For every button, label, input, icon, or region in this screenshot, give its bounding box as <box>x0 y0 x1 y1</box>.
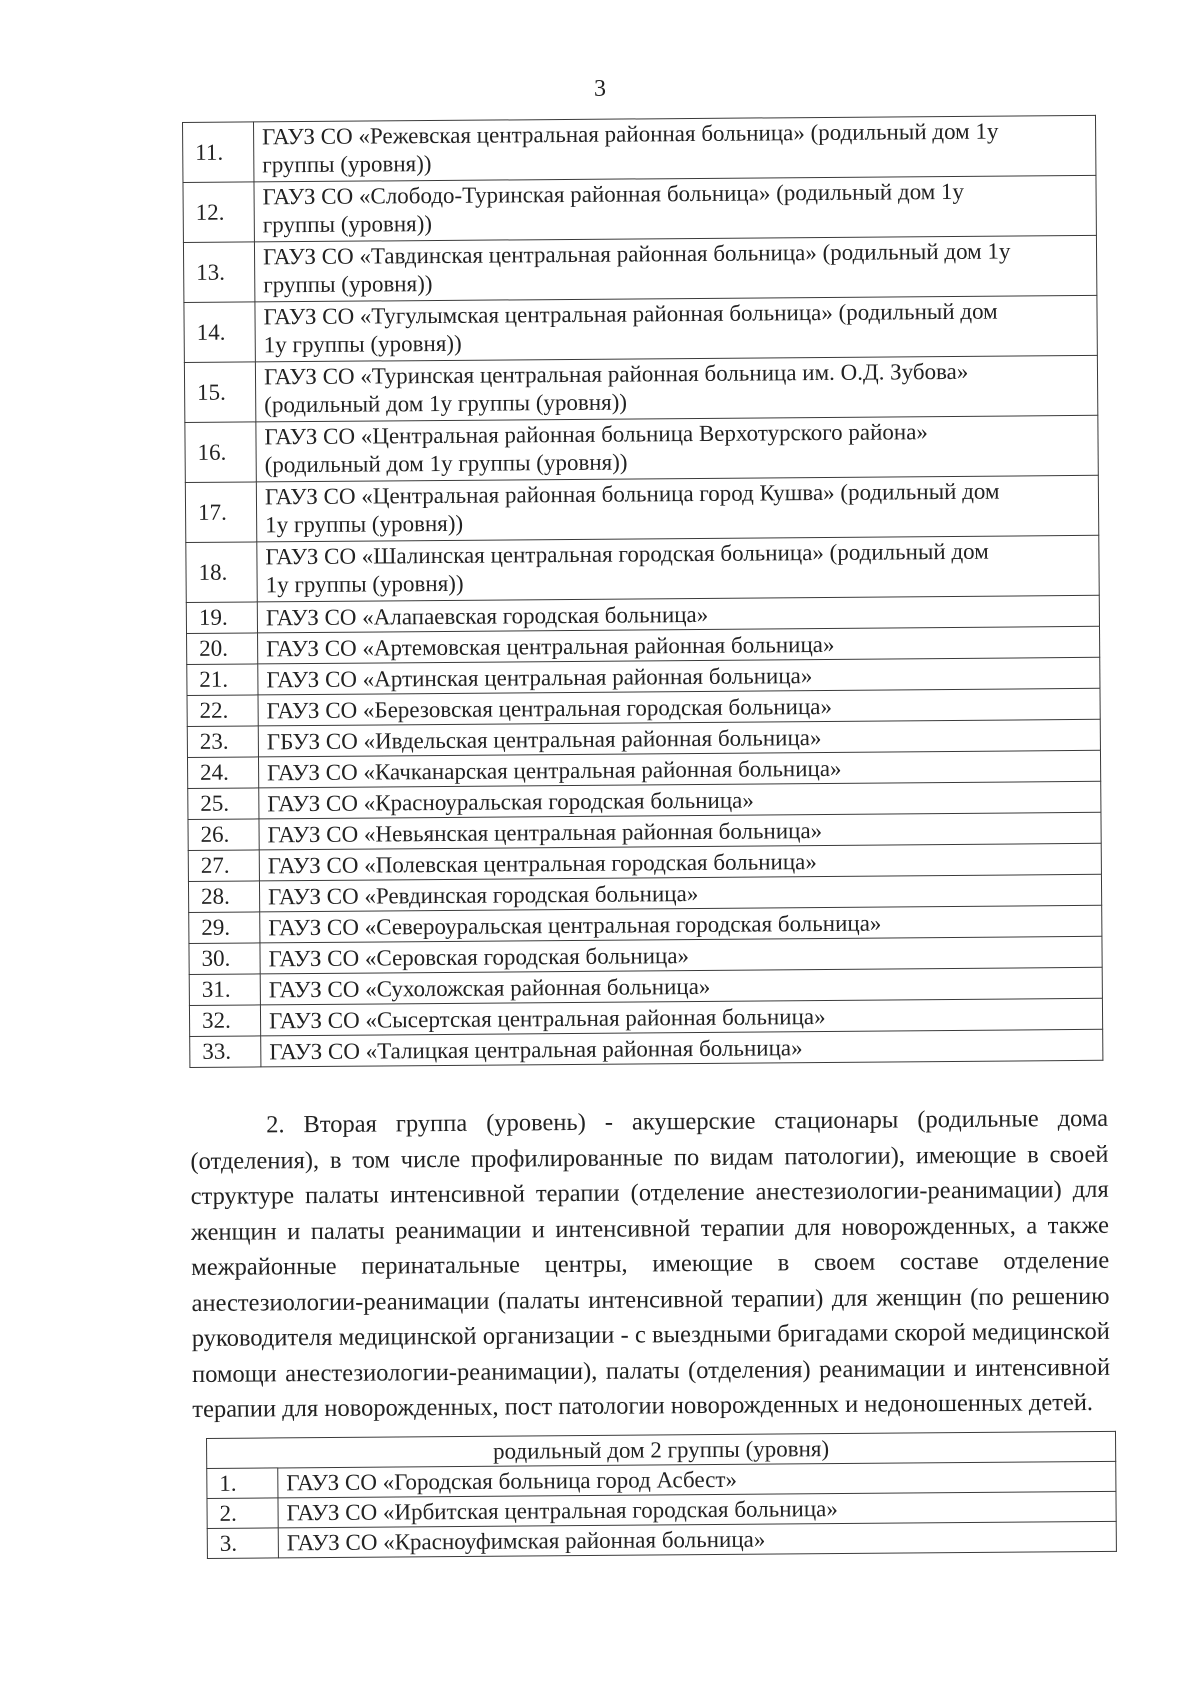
facility-name: ГАУЗ СО «Тугулымская центральная районная больница» (родильный дом 1у группы (уровня)) <box>255 295 1097 362</box>
row-number: 22. <box>187 695 258 727</box>
row-number: 14. <box>184 302 255 363</box>
facility-name: ГАУЗ СО «Североуральская центральная городская больница» <box>260 905 1102 943</box>
facility-name: ГАУЗ СО «Шалинская центральная городская больница» (родильный дом 1у группы (уровня)) <box>257 535 1099 602</box>
row-number: 2. <box>207 1498 278 1529</box>
facility-name: ГАУЗ СО «Красноуфимская районная больница» <box>278 1521 1116 1558</box>
table-row <box>184 295 1097 362</box>
row-number: 29. <box>189 912 260 944</box>
facility-name: ГАУЗ СО «Городская больница город Асбест» <box>278 1461 1116 1498</box>
row-number: 23. <box>187 726 258 758</box>
row-number: 21. <box>187 664 258 696</box>
facility-name: ГАУЗ СО «Режевская центральная районная больница» (родильный дом 1у группы (уровня)) <box>254 115 1096 182</box>
table-row <box>207 1521 1116 1558</box>
facility-name: ГАУЗ СО «Сысертская центральная районная больница» <box>260 998 1102 1036</box>
row-number: 16. <box>185 422 256 483</box>
row-number: 1. <box>207 1468 278 1499</box>
table-row <box>184 355 1097 422</box>
facility-name: ГАУЗ СО «Полевская центральная городская больница» <box>259 843 1101 881</box>
facility-name: ГАУЗ СО «Слободо-Туринская районная больница» (родильный дом 1у группы (уровня)) <box>254 175 1096 242</box>
row-number: 27. <box>188 850 259 882</box>
facility-name: ГАУЗ СО «Ирбитская центральная городская больница» <box>278 1491 1116 1528</box>
second-group-table <box>206 1431 1117 1559</box>
table-row <box>183 235 1096 302</box>
row-number: 12. <box>183 182 254 243</box>
table-row <box>186 535 1099 602</box>
row-number: 26. <box>188 819 259 851</box>
facility-name: ГАУЗ СО «Алапаевская городская больница» <box>257 595 1099 633</box>
row-number: 11. <box>183 122 254 183</box>
facility-name: ГАУЗ СО «Талицкая центральная районная больница» <box>261 1029 1103 1067</box>
facility-name: ГАУЗ СО «Ревдинская городская больница» <box>259 874 1101 912</box>
row-number: 3. <box>207 1528 278 1559</box>
facility-name: ГАУЗ СО «Качканарская центральная районная больница» <box>258 750 1100 788</box>
facility-name: ГАУЗ СО «Артемовская центральная районная больница» <box>258 626 1100 664</box>
row-number: 18. <box>186 542 257 603</box>
facility-name: ГАУЗ СО «Сухоложская районная больница» <box>260 967 1102 1005</box>
row-number: 24. <box>187 757 258 789</box>
facility-name: ГАУЗ СО «Серовская городская больница» <box>260 936 1102 974</box>
facility-name: ГАУЗ СО «Центральная районная больница Верхотурского района» (родильный дом 1у группы (уровня)) <box>256 415 1098 482</box>
row-number: 30. <box>189 943 260 975</box>
row-number: 13. <box>183 242 254 303</box>
row-number: 25. <box>188 788 259 820</box>
row-number: 31. <box>189 974 260 1006</box>
row-number: 15. <box>184 362 255 423</box>
table-row <box>190 1029 1103 1067</box>
facility-name: ГБУЗ СО «Ивдельская центральная районная больница» <box>258 719 1100 757</box>
row-number: 17. <box>185 482 256 543</box>
facility-name: ГАУЗ СО «Артинская центральная районная больница» <box>258 657 1100 695</box>
table-row <box>183 115 1096 182</box>
facility-name: ГАУЗ СО «Березовская центральная городская больница» <box>258 688 1100 726</box>
facility-name: ГАУЗ СО «Красноуральская городская больница» <box>259 781 1101 819</box>
facility-name: ГАУЗ СО «Тавдинская центральная районная больница» (родильный дом 1у группы (уровня)) <box>254 235 1096 302</box>
row-number: 28. <box>188 881 259 913</box>
row-number: 19. <box>186 602 257 634</box>
table-row <box>183 175 1096 242</box>
table-row <box>185 415 1098 482</box>
table-row <box>185 475 1098 542</box>
facility-name: ГАУЗ СО «Невьянская центральная районная больница» <box>259 812 1101 850</box>
row-number: 32. <box>189 1005 260 1037</box>
row-number: 33. <box>190 1036 261 1068</box>
row-number: 20. <box>187 633 258 665</box>
table-header: родильный дом 2 группы (уровня) <box>207 1431 1116 1468</box>
facilities-table <box>182 115 1103 1068</box>
second-group-paragraph: 2. Вторая группа (уровень) - акушерские стационары (родильные дома (отделения), в том числе профилированные по видам патологии), имеющие в своей структуре палаты интенсивной терапии (отделение анестезиологии-реанимации) для женщин и палаты реанимации и интенсивной терапии для новорожденных, а также межрайонные перинатальные центры, имеющие в своем составе отделение анестезиологии-реанимации (палаты интенсивной терапии) для женщин (по решению руководителя медицинской организации - с выездными бригадами скорой медицинской помощи анестезиологии-реанимации), палаты (отделения) реанимации и интенсивной терапии для новорожденных, пост патологии новорожденных и недоношенных детей. <box>190 1104 1111 1423</box>
page-number: 3 <box>594 76 606 102</box>
facility-name: ГАУЗ СО «Центральная районная больница город Кушва» (родильный дом 1у группы (уровня)) <box>256 475 1098 542</box>
facility-name: ГАУЗ СО «Туринская центральная районная больница им. О.Д. Зубова» (родильный дом 1у группы (уровня)) <box>255 355 1097 422</box>
